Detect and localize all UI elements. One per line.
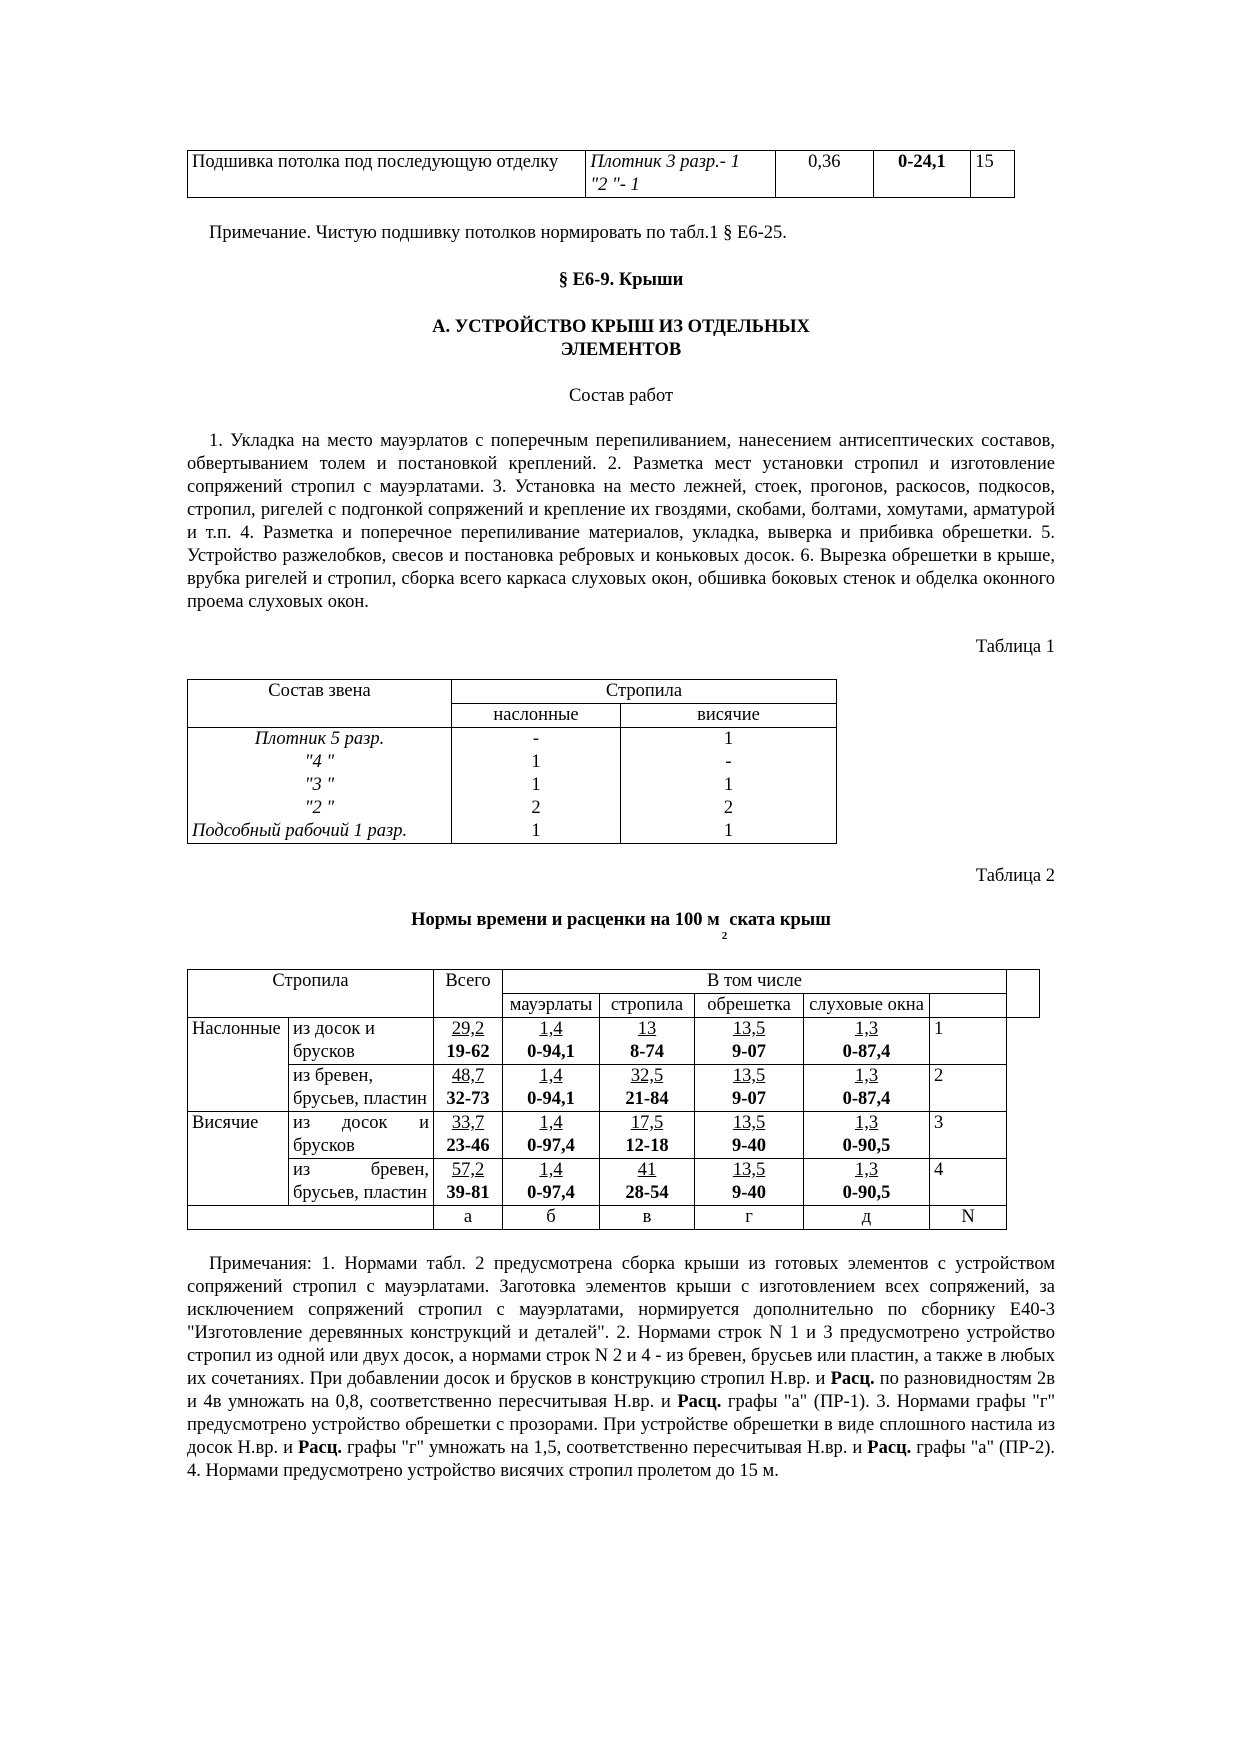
group-cell: Висячие	[188, 1112, 289, 1206]
table1-label: Таблица 1	[975, 637, 1055, 657]
footer-blank-cell	[188, 1206, 434, 1230]
kind-line: из досок и	[293, 1019, 375, 1039]
time-value: 48,7	[451, 1066, 485, 1086]
time-value: 13,5	[732, 1019, 766, 1039]
mauerlat-cell	[503, 1018, 600, 1065]
header-lean: наслонные	[452, 704, 621, 728]
crew-cell	[586, 151, 776, 198]
kind-line: из бревен,	[293, 1066, 374, 1086]
time-value: 32,5	[630, 1066, 664, 1086]
table-row	[188, 1065, 1040, 1112]
price-value: 19-62	[446, 1042, 490, 1062]
rafters-cell	[600, 1018, 695, 1065]
lean-cell: 1	[452, 820, 621, 844]
notes-bold: Расц.	[867, 1438, 912, 1458]
price-value: 0-87,4	[842, 1089, 891, 1109]
table-header-row	[188, 680, 837, 704]
time-value: 13,5	[732, 1113, 766, 1133]
notes-bold: Расц.	[677, 1392, 722, 1412]
table-row	[188, 820, 837, 844]
table-row	[188, 728, 837, 752]
price-value: 0-87,4	[842, 1042, 891, 1062]
dormer-cell	[804, 1159, 930, 1206]
notes-bold: Расц.	[297, 1438, 342, 1458]
time-value: 57,2	[451, 1160, 485, 1180]
footer-cell: д	[804, 1206, 930, 1230]
dormer-cell	[804, 1112, 930, 1159]
crew-line: Плотник 3 разр.- 1	[590, 152, 740, 172]
price-value: 12-18	[625, 1136, 669, 1156]
time-value: 1,3	[854, 1113, 879, 1133]
composition-text: 1. Укладка на место мауэрлатов с поперечным перепиливанием, нанесением антисептических составов, обвертыванием толем и постановкой креплений. 2. Разметка мест установки стропил и изготовление сопряжений стропил с мауэрлатами. 3. Установка на место лежней, стоек, прогонов, раскосов, подкосов, стропил, ригелей с подгонкой сопряжений и крепление их гвоздями, скобами, болтами, хомутами, арматурой и т.п. 4. Разметка и поперечное перепиливание материалов, укладка, выверка и прибивка обрешетки. 5. Устройство разжелобков, свесов и постановка ребровых и коньковых досок. 6. Вырезка обрешетки в крыше, врубка ригелей и стропил, сборка всего каркаса слуховых окон, обшивка боковых стенок и обделка оконного проема слуховых окон.	[187, 431, 1055, 612]
price-value: 21-84	[625, 1089, 669, 1109]
kind-cell	[289, 1065, 434, 1112]
lean-cell: -	[452, 728, 621, 752]
row-number-cell: 15	[971, 151, 1015, 198]
kind-cell	[289, 1112, 434, 1159]
table-header-row	[188, 970, 1040, 994]
table2-title-tail: ската крыш	[729, 910, 831, 930]
price-value: 0-97,4	[527, 1183, 575, 1203]
subsection-title-line: ЭЛЕМЕНТОВ	[560, 340, 682, 360]
header-crew: Состав звена	[188, 680, 452, 728]
table-row	[188, 1018, 1040, 1065]
time-value: 1,4	[539, 1019, 563, 1039]
time-value: 1,4	[539, 1160, 563, 1180]
price-value: 28-54	[625, 1183, 669, 1203]
work-cell: Подшивка потолка под последующую отделку	[188, 151, 586, 198]
rafters-cell	[600, 1112, 695, 1159]
price-value: 9-07	[732, 1042, 766, 1062]
table-footer-row	[188, 1206, 1040, 1230]
table-row	[188, 797, 837, 820]
footer-cell: б	[503, 1206, 600, 1230]
price-value: 9-40	[732, 1136, 766, 1156]
lathing-cell	[695, 1112, 804, 1159]
notes-part: графы "а" (ПР-2). 4. Нормами предусмотрено устройство висячих стропил пролетом до 15 м.	[187, 1438, 1055, 1481]
header-dormer: слуховые окна	[804, 994, 930, 1018]
crew-cell: Подсобный рабочий 1 разр.	[188, 820, 452, 844]
time-value: 1,4	[539, 1113, 563, 1133]
section-title: § Е6-9. Крыши	[558, 270, 684, 290]
kind-cell	[289, 1159, 434, 1206]
footer-cell: а	[434, 1206, 503, 1230]
time-cell: 0,36	[775, 151, 873, 198]
crew-cell: "3 "	[188, 774, 452, 797]
crew-cell: "4 "	[188, 751, 452, 774]
price-value: 8-74	[630, 1042, 664, 1062]
dormer-cell	[804, 1065, 930, 1112]
dormer-cell	[804, 1018, 930, 1065]
row-number-cell: 3	[930, 1112, 1007, 1159]
price-value: 0-94,1	[527, 1089, 575, 1109]
header-hang: висячие	[621, 704, 837, 728]
time-value: 1,3	[854, 1160, 879, 1180]
row-number-cell: 2	[930, 1065, 1007, 1112]
group-cell: Наслонные	[188, 1018, 289, 1112]
crew-composition-table	[187, 679, 837, 844]
price-value: 0-94,1	[527, 1042, 575, 1062]
table-row	[188, 1159, 1040, 1206]
lathing-cell	[695, 1159, 804, 1206]
kind-line: брусьев, пластин	[293, 1183, 427, 1203]
header-rafters: Стропила	[188, 970, 434, 1018]
table-row	[188, 751, 837, 774]
lean-cell: 1	[452, 751, 621, 774]
subsection-title-line: А. УСТРОЙСТВО КРЫШ ИЗ ОТДЕЛЬНЫХ	[432, 317, 810, 337]
price-cell: 0-24,1	[873, 151, 971, 198]
document-page	[187, 150, 1055, 1483]
header-rafters-sub: стропила	[600, 994, 695, 1018]
header-mauerlat: мауэрлаты	[503, 994, 600, 1018]
price-value: 39-81	[446, 1183, 490, 1203]
continued-norms-table	[187, 150, 1015, 198]
notes-text	[187, 1253, 1055, 1483]
total-cell	[434, 1159, 503, 1206]
time-value: 13	[637, 1019, 657, 1039]
table-row	[188, 151, 1015, 198]
header-number-blank	[1007, 970, 1040, 1018]
total-cell	[434, 1112, 503, 1159]
note-text: Примечание. Чистую подшивку потолков нормировать по табл.1 § Е6-25.	[209, 223, 787, 243]
time-value: 1,4	[539, 1066, 563, 1086]
header-lathing: обрешетка	[695, 994, 804, 1018]
mauerlat-cell	[503, 1112, 600, 1159]
notes-part: Примечания: 1. Нормами табл. 2 предусмотрена сборка крыши из готовых элементов с устройством сопряжений стропил с мауэрлатами. Заготовка элементов крыши с изготовлением всех сопряжений, за исключением сопряжений стропил с мауэрлатами, нормируется дополнительно по сборнику Е40-3 "Изготовление деревянных конструкций и деталей". 2. Нормами строк N 1 и 3 предусмотрено устройство стропил из одной или двух досок, а нормами строк N 2 и 4 - из бревен, брусьев или пластин, а также в любых их сочетаниях. При добавлении досок и брусков в конструкцию стропил Н.вр. и	[187, 1254, 1055, 1389]
hang-cell: 1	[621, 728, 837, 752]
table2-label: Таблица 2	[975, 866, 1055, 886]
kind-line: из досок и	[293, 1113, 429, 1133]
notes-part: графы "а" (ПР-1). 3. Нормами графы "г" предусмотрено устройство обрешетки с прозорами. При устройстве обрешетки в виде сплошного настила из досок Н.вр. и	[187, 1392, 1055, 1458]
hang-cell: 1	[621, 774, 837, 797]
composition-title: Состав работ	[568, 386, 674, 406]
time-value: 29,2	[451, 1019, 485, 1039]
kind-line: из бревен,	[293, 1160, 429, 1180]
table2-title	[187, 909, 1055, 942]
notes-part: графы "г" умножать на 1,5, соответственно пересчитывая Н.вр. и	[342, 1438, 868, 1458]
table2-title-main: Нормы времени и расценки на 100 м	[411, 910, 720, 930]
time-value: 1,3	[854, 1066, 879, 1086]
price-value: 0-90,5	[842, 1136, 891, 1156]
total-cell	[434, 1018, 503, 1065]
time-value: 13,5	[732, 1066, 766, 1086]
table-row	[188, 774, 837, 797]
row-number-cell: 1	[930, 1018, 1007, 1065]
time-value: 13,5	[732, 1160, 766, 1180]
time-value: 17,5	[630, 1113, 664, 1133]
mauerlat-cell	[503, 1159, 600, 1206]
row-number-cell: 4	[930, 1159, 1007, 1206]
crew-line: "2 "- 1	[590, 175, 640, 195]
kind-line: брусков	[293, 1042, 355, 1062]
table2-title-superscript: 2	[721, 930, 728, 942]
price-value: 9-07	[732, 1089, 766, 1109]
kind-line: брусков	[293, 1136, 355, 1156]
time-value: 41	[637, 1160, 657, 1180]
footer-cell: N	[930, 1206, 1007, 1230]
footer-cell: в	[600, 1206, 695, 1230]
total-cell	[434, 1065, 503, 1112]
subsection-title	[187, 316, 1055, 362]
footer-cell: г	[695, 1206, 804, 1230]
price-value: 23-46	[446, 1136, 490, 1156]
notes-bold: Расц.	[830, 1369, 875, 1389]
rafters-cell	[600, 1065, 695, 1112]
header-total: Всего	[434, 970, 503, 1018]
lean-cell: 1	[452, 774, 621, 797]
table-row	[188, 1112, 1040, 1159]
lathing-cell	[695, 1018, 804, 1065]
hang-cell: 2	[621, 797, 837, 820]
hang-cell: 1	[621, 820, 837, 844]
kind-cell	[289, 1018, 434, 1065]
crew-cell: "2 "	[188, 797, 452, 820]
price-value: 9-40	[732, 1183, 766, 1203]
notes-part: по разновидностям 2в и 4в умножать на 0,8, соответственно пересчитывая Н.вр. и	[187, 1369, 1056, 1412]
time-value: 1,3	[854, 1019, 879, 1039]
norms-table	[187, 969, 1040, 1230]
header-rafters: Стропила	[452, 680, 837, 704]
price-value: 32-73	[446, 1089, 490, 1109]
mauerlat-cell	[503, 1065, 600, 1112]
hang-cell: -	[621, 751, 837, 774]
lean-cell: 2	[452, 797, 621, 820]
lathing-cell	[695, 1065, 804, 1112]
price-value: 0-90,5	[842, 1183, 891, 1203]
crew-cell: Плотник 5 разр.	[188, 728, 452, 752]
time-value: 33,7	[451, 1113, 485, 1133]
rafters-cell	[600, 1159, 695, 1206]
price-value: 0-97,4	[527, 1136, 575, 1156]
header-including: В том числе	[503, 970, 1007, 994]
kind-line: брусьев, пластин	[293, 1089, 427, 1109]
